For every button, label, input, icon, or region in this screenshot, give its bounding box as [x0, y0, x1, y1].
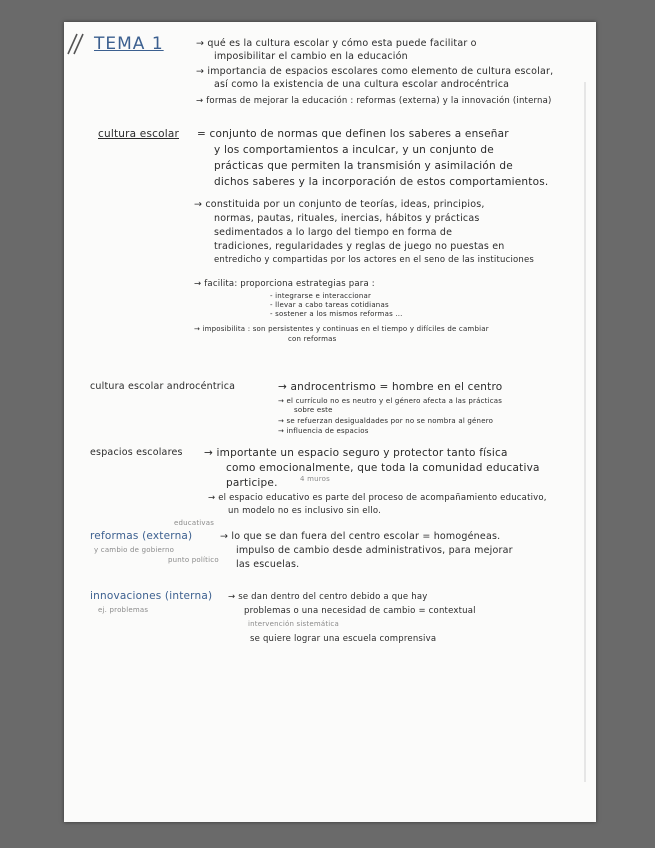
facilita-label: → facilita: proporciona estrategias para : — [194, 279, 375, 289]
espacios-heading: espacios escolares — [90, 447, 183, 458]
facilita-item: - llevar a cabo tareas cotidianas — [270, 301, 389, 309]
cultura-constituida: sedimentados a lo largo del tiempo en forma de — [214, 227, 453, 238]
tema-line: → importancia de espacios escolares como elemento de cultura escolar, — [196, 66, 554, 77]
innovaciones-note: intervención sistemática — [248, 620, 339, 628]
innovaciones-side-note: ej. problemas — [98, 606, 149, 614]
imposibilita-line: → imposibilita : son persistentes y continuas en el tiempo y difíciles de cambiar — [194, 325, 489, 333]
reformas-line: impulso de cambio desde administrativos, para mejorar — [236, 545, 513, 556]
tema-title: TEMA 1 — [94, 34, 164, 54]
reformas-line: → lo que se dan fuera del centro escolar = homogéneas. — [220, 531, 501, 542]
espacios-line: → importante un espacio seguro y protector tanto física — [204, 447, 508, 459]
espacios-extra: un modelo no es inclusivo sin ello. — [228, 506, 381, 516]
tema-line: → qué es la cultura escolar y cómo esta puede facilitar o — [196, 38, 477, 49]
espacios-line: participe. — [226, 477, 278, 489]
reformas-note: educativas — [174, 519, 215, 527]
facilita-item: - sostener a los mismos reformas ... — [270, 310, 403, 318]
espacios-line: como emocionalmente, que toda la comunidad educativa — [226, 462, 540, 474]
reformas-heading: reformas (externa) — [90, 530, 193, 542]
cultura-constituida: → constituida por un conjunto de teorías, ideas, principios, — [194, 199, 485, 210]
imposibilita-line: con reformas — [288, 335, 337, 343]
androcentrica-item: → se refuerzan desigualdades por no se nombra al género — [278, 417, 494, 425]
androcentrica-heading: cultura escolar androcéntrica — [90, 381, 236, 392]
tema-line: imposibilitar el cambio en la educación — [214, 51, 408, 62]
androcentrica-main: → androcentrismo = hombre en el centro — [278, 381, 503, 393]
cultura-definition: = conjunto de normas que definen los saberes a enseñar — [197, 128, 509, 140]
cultura-constituida: entredicho y compartidas por los actores en el seno de las instituciones — [214, 255, 535, 265]
reformas-side-note: y cambio de gobierno — [94, 546, 175, 554]
espacios-note: 4 muros — [300, 475, 330, 483]
margin-slash-mark — [64, 32, 94, 56]
tema-line: así como la existencia de una cultura escolar androcéntrica — [214, 79, 510, 90]
tema-line: → formas de mejorar la educación : reformas (externa) y la innovación (interna) — [196, 96, 552, 106]
cultura-constituida: normas, pautas, rituales, inercias, hábitos y prácticas — [214, 213, 480, 224]
notes-page — [64, 22, 596, 822]
facilita-item: - integrarse e interaccionar — [270, 292, 372, 300]
cultura-heading: cultura escolar — [98, 128, 180, 140]
cultura-definition: prácticas que permiten la transmisión y asimilación de — [214, 160, 513, 172]
innovaciones-goal: se quiere lograr una escuela comprensiva — [250, 634, 437, 644]
page-edge-shadow — [584, 82, 586, 782]
cultura-definition: y los comportamientos a inculcar, y un conjunto de — [214, 144, 494, 156]
androcentrica-item: → el currículo no es neutro y el género afecta a las prácticas — [278, 397, 503, 405]
innovaciones-line: problemas o una necesidad de cambio = contextual — [244, 606, 476, 616]
cultura-definition: dichos saberes y la incorporación de estos comportamientos. — [214, 176, 549, 188]
androcentrica-item: → influencia de espacios — [278, 427, 369, 435]
innovaciones-heading: innovaciones (interna) — [90, 590, 213, 602]
androcentrica-item: sobre este — [294, 406, 333, 414]
reformas-side-note: punto político — [168, 556, 219, 564]
reformas-line: las escuelas. — [236, 559, 300, 570]
espacios-extra: → el espacio educativo es parte del proceso de acompañamiento educativo, — [208, 493, 547, 503]
cultura-constituida: tradiciones, regularidades y reglas de juego no puestas en — [214, 241, 505, 252]
innovaciones-line: → se dan dentro del centro debido a que hay — [228, 592, 428, 602]
